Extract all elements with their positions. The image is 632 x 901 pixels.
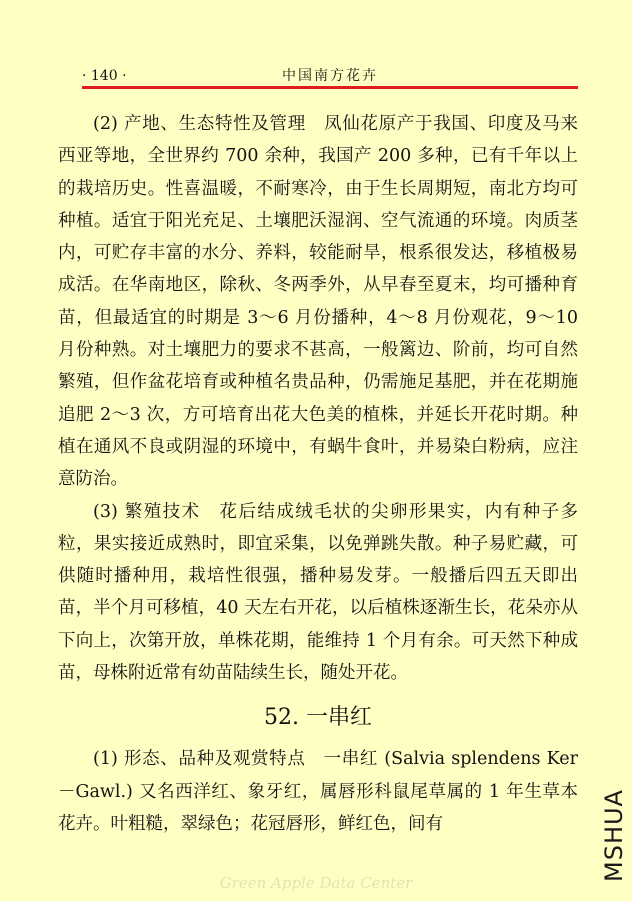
side-vertical-text: MSHUA <box>600 789 628 882</box>
page-body <box>58 108 578 840</box>
header-rule <box>82 86 578 89</box>
paragraph-morphology: (1) 形态、品种及观赏特点 一串红 (Salvia splendens Ker－Gawl.) 又名西洋红、象牙红，属唇形科鼠尾草属的 1 年生草本花卉。叶粗糙，翠绿色；花冠唇形，鲜红色，间有 <box>58 749 578 834</box>
paragraph-origin-ecology: (2) 产地、生态特性及管理 凤仙花原产于我国、印度及马来西亚等地，全世界约 700 余种，我国产 200 多种，已有千年以上的栽培历史。性喜温暖，不耐寒冷，由于生长周期短，南北方均可种植。适宜于阳光充足、土壤肥沃湿润、空气流通的环境。肉质茎内，可贮存丰富的水分、养料，较能耐旱，根系很发达，移植极易成活。在华南地区，除秋、冬两季外，从早春至夏末，均可播种育苗，但最适宜的时期是 3～6 月份播种，4～8 月份观花，9～10 月份种熟。对土壤肥力的要求不甚高，一般篱边、阶前，均可自然繁殖，但作盆花培育或种植名贵品种，仍需施足基肥，并在花期施追肥 2～3 次，方可培育出花大色美的植株，并延长开花时期。种植在通风不良或阴湿的环境中，有蜗牛食叶，并易染白粉病，应注意防治。 <box>58 114 578 490</box>
watermark: Green Apple Data Center <box>219 874 413 892</box>
running-title: 中国南方花卉 <box>282 68 378 84</box>
running-header <box>82 66 578 86</box>
page-number: · 140 · <box>82 68 127 84</box>
section-title: 52. 一串红 <box>264 705 372 731</box>
paragraph-propagation: (3) 繁殖技术 花后结成绒毛状的尖卵形果实，内有种子多粒，果实接近成熟时，即宜采集，以免弹跳失散。种子易贮藏，可供随时播种用，栽培性很强，播种易发芽。一般播后四五天即出苗，半个月可移植，40 天左右开花，以后植株逐渐生长，花朵亦从下向上，次第开放，单株花期，能维持 1 个月有余。可天然下种成苗，母株附近常有幼苗陆续生长，随处开花。 <box>58 501 578 684</box>
